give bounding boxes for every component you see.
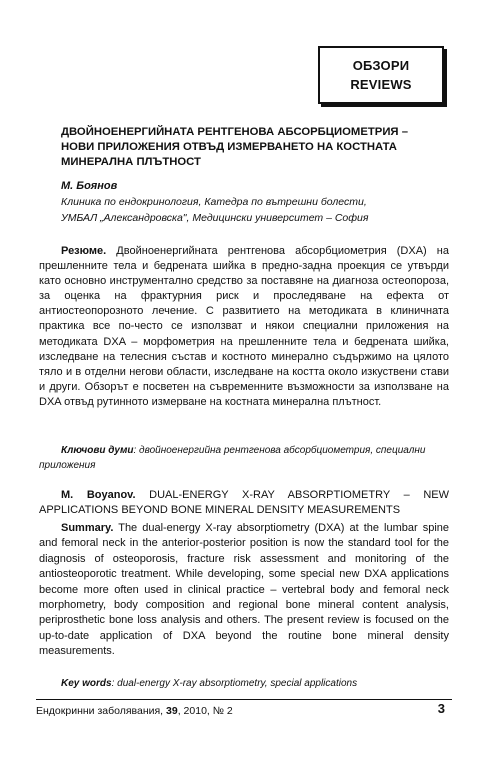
keywords-bg-label: Ключови думи bbox=[61, 445, 134, 456]
title-en-text: DUAL-ENERGY X-RAY ABSORPTIOMETRY – NEW APPLICATIONS BEYOND BONE MINERAL DENSITY MEASUREMENTS bbox=[39, 489, 449, 516]
footer-divider bbox=[36, 699, 452, 700]
keywords-bg bbox=[39, 443, 449, 473]
author-name-en: M. Boyanov. bbox=[61, 489, 136, 501]
abstract-bg-label: Резюме. bbox=[61, 245, 107, 257]
footer-journal-citation bbox=[36, 704, 233, 718]
section-label-box bbox=[318, 46, 444, 104]
affiliation-line-1: Клиника по ендокринология, Катедра по вътрешни болести, bbox=[61, 196, 367, 208]
abstract-bg-text: Двойноенергийната рентгенова абсорбциометрия (DXA) на прешленните тела и бедрената шийка в предно-задна проекция се утвърди като основно инструментално средство за поставяне на диагноза остеопороза, за оценка на фрактурния риск и проследяване на ефекта от антиостеопорозното лечение. С развитието на методиката в клиничната практика все по-често се използват и някои специални приложения на методиката DXA – морфометрия на прешленните тела и бедрената шийка, изследване на телесния състав и костното минерално съдържимо на цялото тяло и в отделни негови области, изследване на костта около изкуствени стави и други. Обзорът е посветен на съвременните възможности за използване на DXA отвъд рутинното измерване на костната минерална плътност. bbox=[39, 245, 449, 408]
keywords-en bbox=[39, 677, 449, 691]
abstract-en-text: The dual-energy X-ray absorptiometry (DXA) at the lumbar spine and femoral neck in the anterior-posterior position is now the standard tool for the diagnosis of osteoporosis, fracture risk assessment and monitoring of the antiosteoporotic treatment. While developing, some special new DXA applications become more often used in clinical practice – vertebral body and femoral neck morphometry, body composition and regional bone mineral content analysis, periprosthetic bone loss analysis and others. The present review is focused on the up-to-date application of DXA beyond the routine bone mineral density measurements. bbox=[39, 522, 449, 658]
journal-volume: 39 bbox=[166, 705, 178, 717]
article-title-bg: ДВОЙНОЕНЕРГИЙНАТА РЕНТГЕНОВА АБСОРБЦИОМЕТРИЯ – НОВИ ПРИЛОЖЕНИЯ ОТВЪД ИЗМЕРВАНЕТО НА КОСТНАТА МИНЕРАЛНА ПЛЪТНОСТ bbox=[61, 126, 408, 168]
article-title-en bbox=[39, 488, 449, 518]
journal-issue: , 2010, № 2 bbox=[177, 705, 233, 717]
page-number: 3 bbox=[437, 701, 445, 716]
journal-name: Ендокринни заболявания, bbox=[36, 705, 167, 717]
abstract-en-label: Summary. bbox=[61, 522, 114, 534]
keywords-bg-text: : двойноенергийна рентгенова абсорбциометрия, специални приложения bbox=[39, 445, 426, 471]
author-name-bg: М. Боянов bbox=[61, 180, 118, 192]
keywords-en-label: Key words bbox=[61, 678, 112, 689]
keywords-en-text: : dual-energy X-ray absorptiometry, special applications bbox=[111, 678, 358, 689]
abstract-bg bbox=[39, 244, 449, 410]
section-label-bg: ОБЗОРИ bbox=[352, 58, 410, 73]
affiliation-line-2: УМБАЛ „Александровска", Медицински университет – София bbox=[61, 211, 369, 224]
abstract-en bbox=[39, 521, 449, 660]
section-label-en: REVIEWS bbox=[350, 77, 412, 92]
author-affiliation bbox=[61, 195, 441, 226]
